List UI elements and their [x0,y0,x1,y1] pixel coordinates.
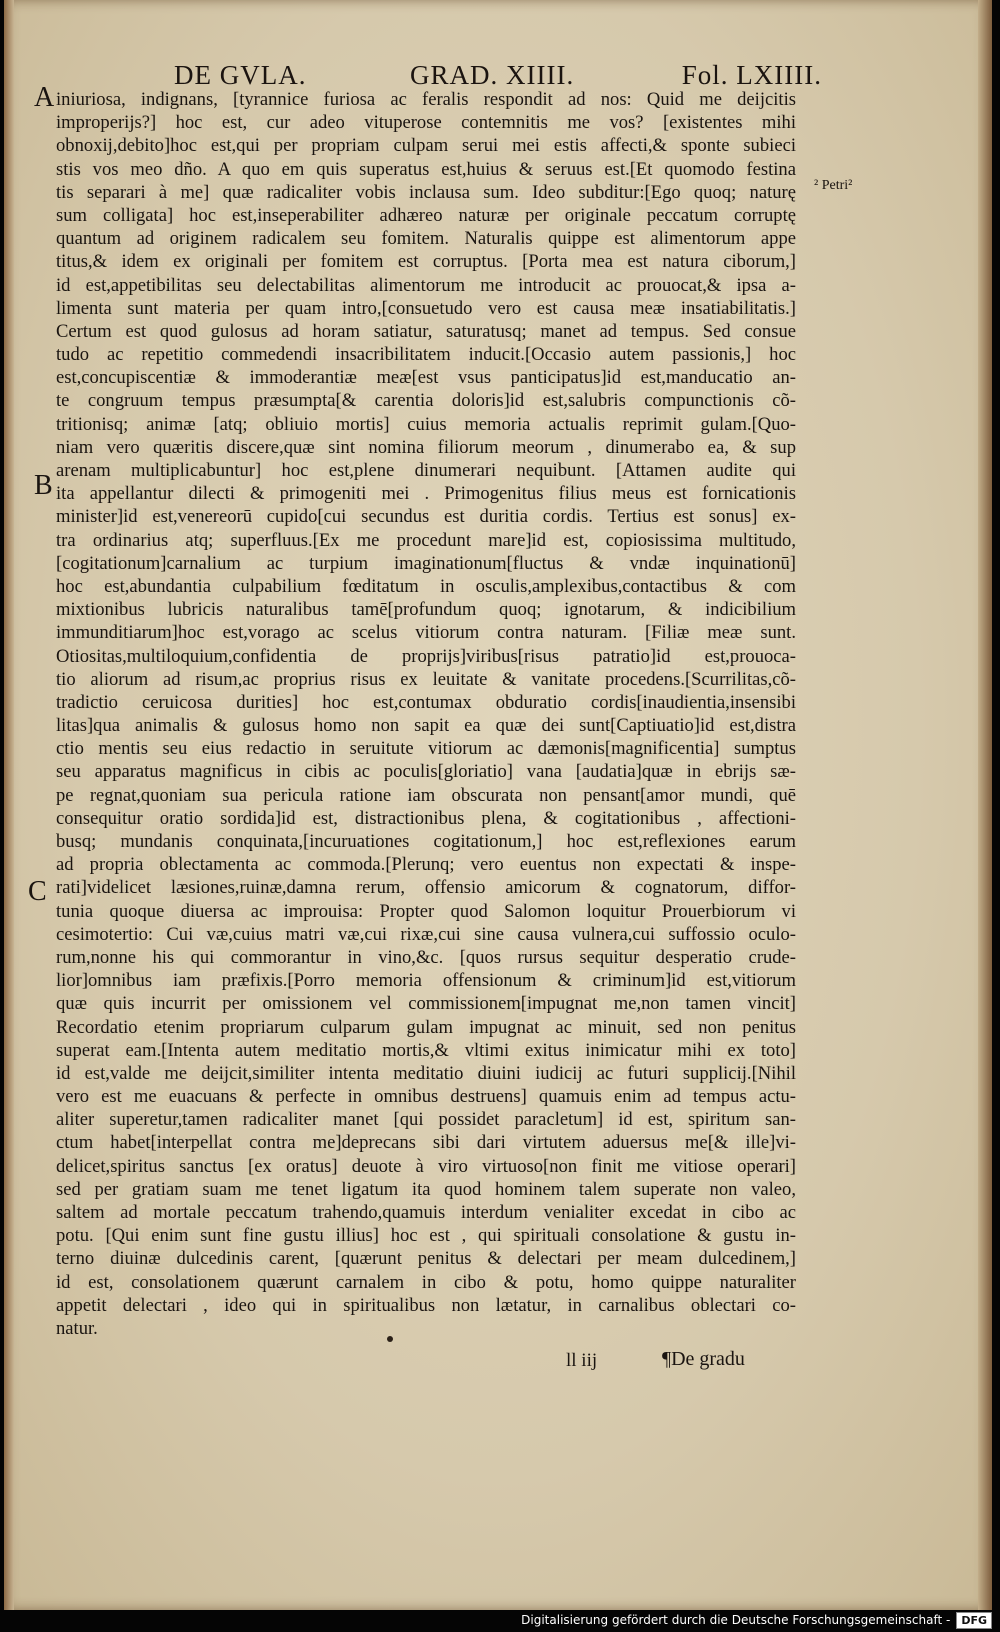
text-line: titus,& idem ex originali per fomitem est corruptus. [Porta mea est natura ciborum,] [56,251,796,273]
text-line: iniuriosa, indignans, [tyrannice furiosa ac feralis respondit ad nos: Quid me deijcitis [56,89,796,110]
digitization-credit [521,1611,992,1629]
text-line: ita appellantur dilecti & primogeniti mei . Primogenitus filius meus est fornicationis [56,483,796,505]
text-line: vero est me euacuans & perfecte in omnibus destruens] quamuis enim ad tempus actu- [56,1086,796,1108]
text-line: tritionisq; animæ [atq; obliuio mortis] cuius memoria actualis reprimit gulam.[Quo- [56,413,796,435]
text-line: tunia quoque diuersa ac improuisa: Propter quod Salomon loquitur Prouerbiorum vi [56,900,796,922]
text-line: Recordatio etenim propriarum culparum gulam impugnat ac minuit, sed non penitus [56,1016,796,1038]
text-line: niam vero quæritis discere,quæ sint nomina filiorum meorum , dinumerabo ea, & sup [56,436,796,458]
text-line: rum,nonne his qui commorantur in vino,&c. [quos rursus sequitur desperatio crude- [56,946,796,968]
text-line: improperijs?] hoc est, cur adeo vituperose contemnitis me vos? [existentes mihi [56,112,796,134]
page-edge-left [4,0,14,1610]
text-line: seu apparatus magnificus in cibis ac poculis[gloriatio] vana [audatia]quæ in ebrijs sæ- [56,761,796,783]
text-line: obnoxij,debito]hoc est,qui per propriam culpam serui mei estis affecti,& sponte subieci [56,135,796,157]
running-head-title: DE GVLA. [174,60,307,90]
text-line: te congruum tempus præsumpta[& carentia doloris]id est,salubris compunctionis cõ- [56,390,796,412]
text-line: Otiositas,multiloquium,confidentia de proprijs]viribus[risus patratio]id est,prouoca- [56,645,796,667]
text-line: quantum ad originem radicalem seu fomitem. Naturalis quippe est alimentorum appe [56,228,796,250]
text-line: tradictio ceruicosa durities] hoc est,contumax obduratio cordis[inaudientia,insensibi [56,691,796,713]
text-line: ctum habet[interpellat contra me]deprecans sibi dari virtutem aduersus me[& ille]vi- [56,1132,796,1154]
text-line: arenam multiplicabuntur] hoc est,plene dinumerari nequibunt. [Attamen audite qui [56,460,796,481]
text-line: saltem ad mortale peccatum trahendo,quamuis interdum venialiter excedat in cibo ac [56,1202,796,1223]
text-line: pe regnat,quoniam sua pericula ratione iam obscurata non pensant[amor mundi, quē [56,784,796,806]
text-line: [cogitationum]carnalium ac turpium imaginationum[fluctus & vndæ inquinationū] [56,552,796,574]
page-edge-right [978,0,992,1610]
folio-number: Fol. LXIIII. [681,60,822,90]
text-line: id est, consolationem quærunt carnalem in cibo & potu, homo quippe naturaliter [56,1271,796,1293]
section-letter-c: C [28,876,47,907]
text-line: est,concupiscentiæ & immoderantiæ meæ[est vsus panticipatus]id est,manducatio an- [56,367,796,389]
text-line: tudo ac repetitio commedendi insacribilitatem inducit.[Occasio autem passionis,] hoc [56,344,796,366]
text-line: ctio mentis seu eius redactio in seruitute vitiorum ac dæmonis[magnificentia] sumptus [56,738,796,760]
text-line: mixtionibus lubricis naturalibus tamē[profundum quoq; ignotarum, & indicibilium [56,599,796,621]
text-line: ad propria oblectamenta ac commoda.[Plerunq; vero euentus non expectati & inspe- [56,854,796,876]
text-line: cesimotertio: Cui væ,cuius matri væ,cui rixæ,cui sine causa vulnera,cui suffossio oculo- [56,923,796,945]
text-line: superat eam.[Intenta autem meditatio mortis,& vltimi exitus inimicatur mihi ex toto] [56,1039,796,1061]
text-line: Certum est quod gulosus ad horam satiatur, saturatusq; manet ad tempus. Sed consue [56,320,796,342]
ink-dot [387,1336,393,1342]
text-line: stis vos meo dño. A quo em quis superatus est,huius & seruus est.[Et quomodo festina [56,158,796,180]
section-letter-a: A [34,82,55,113]
text-line: immunditiarum]hoc est,vorago ac scelus vitiorum contra naturam. [Filiæ meæ sunt. [56,622,796,644]
text-line: id est,valde me deijcit,similiter intenta meditatio diuini iudicij ac futuri supplicij.[Nihil [56,1062,796,1084]
catchword: ¶De gradu [662,1348,745,1370]
body-text [56,88,796,1340]
text-line: appetit delectari , ideo qui in spiritualibus non lætatur, in carnalibus oblectari co- [56,1294,796,1316]
signature-mark: ll iij [566,1350,598,1371]
credit-text: Digitalisierung gefördert durch die Deutsche Forschungsgemeinschaft - [521,1613,951,1627]
text-line: quæ quis incurrit per omissionem vel commissionem[impugnat me,non tamen vincit] [56,993,796,1015]
text-line: consequitur oratio sordida]id est, distractionibus plena, & cogitationibus , affectioni- [56,807,796,829]
margin-note: ² Petri² [814,178,853,193]
text-line: potu. [Qui enim sunt fine gustu illius] hoc est , qui spirituali consolatione & gustu in- [56,1225,796,1247]
text-line: litas]qua animalis & gulosus homo non sapit ea quæ dei sunt[Captiuatio]id est,distra [56,715,796,737]
text-line: limenta sunt materia per quam intro,[consuetudo vero est causa meæ insatiabilitatis.] [56,297,796,319]
text-line: aliter superetur,tamen radicaliter manet [qui possidet paracletum] id est, spiritum san- [56,1109,796,1131]
text-line: tio aliorum ad risum,ac proprius risus ex leuitate & vanitate procedens.[Scurrilitas,cõ- [56,668,796,690]
text-line: hoc est,abundantia culpabilium fœditatum in osculis,amplexibus,contactibus & com [56,575,796,597]
text-line: sum colligata] hoc est,inseperabiliter adhæreo naturæ per originale peccatum corruptę [56,204,796,226]
text-line: delicet,spiritus sanctus [ex oratus] deuote à viro virtuoso[non finit me vitiose operari] [56,1155,796,1177]
text-line: busq; mundanis conquinata,[incuruationes cogitationum,] hoc est,reflexiones earum [56,831,796,852]
text-line: minister]id est,venereorū cupido[cui secundus est duritia cordis. Tertius est sonus] ex- [56,506,796,528]
text-line: id est,appetibilitas seu delectabilitas alimentorum me introducit ac prouocat,& ipsa a- [56,274,796,296]
text-line: rati]videlicet læsiones,ruinæ,damna rerum, offensio amicorum & cognatorum, diffor- [56,877,796,899]
text-line: lior]omnibus iam præfixis.[Porro memoria offensionum & criminum]id est,vitiorum [56,970,796,992]
text-line: sed per gratiam suam me tenet ligatum ita quod hominem talem superate non valeo, [56,1178,796,1200]
text-line: tis separari à me] quæ radicaliter vobis inclausa sum. Ideo subditur:[Ego quoq; naturę [56,181,796,203]
text-line: tra ordinarius atq; superfluus.[Ex me procedunt mare]id est, copiosissima multitudo, [56,529,796,551]
running-head-grade: GRAD. XIIII. [410,60,575,90]
book-page [4,0,992,1610]
text-line: natur. [56,1317,98,1339]
section-letter-b: B [34,470,53,501]
text-line: terno diuinæ dulcedinis carent, [quærunt penitus & delectari per meam dulcedinem,] [56,1248,796,1270]
dfg-logo: DFG [956,1612,992,1629]
